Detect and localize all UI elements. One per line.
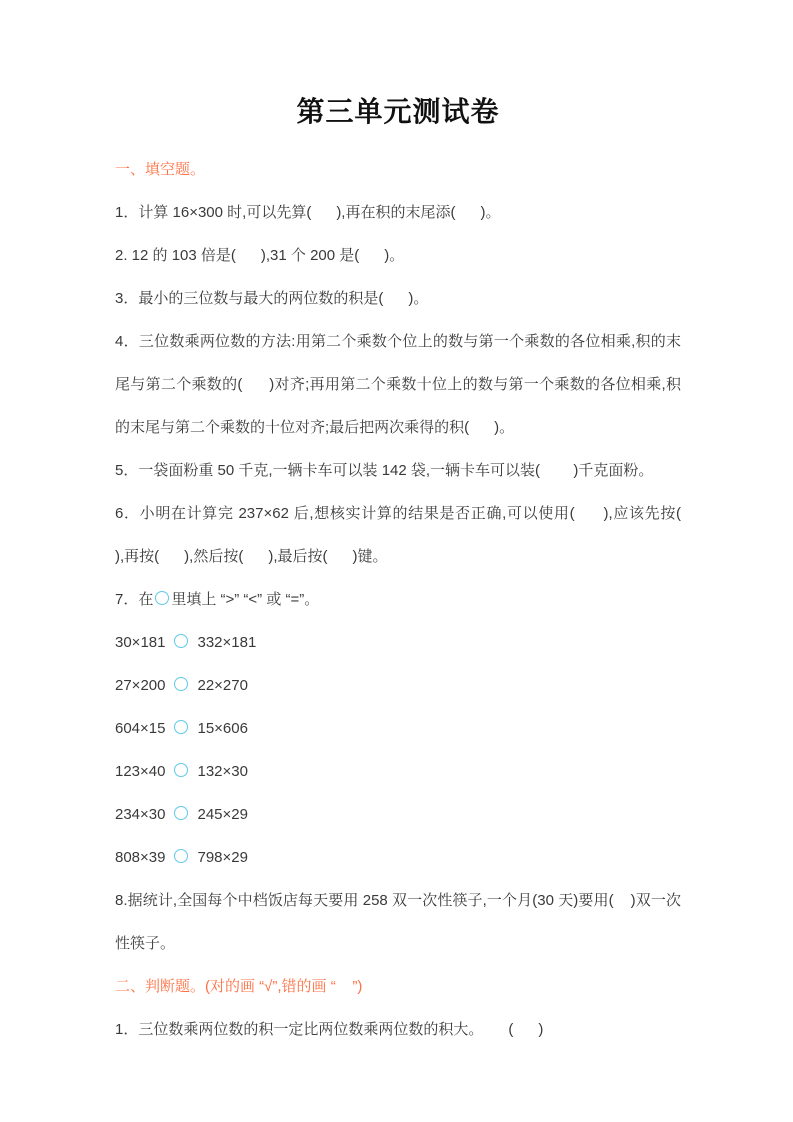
question-5: 5．一袋面粉重 50 千克,一辆卡车可以装 142 袋,一辆卡车可以装( )千克面粉。 <box>115 462 654 479</box>
compare-circle-icon <box>174 634 188 648</box>
compare-row-5 <box>115 793 681 836</box>
compare-right: 132×30 <box>197 763 248 780</box>
compare-right: 15×606 <box>197 720 248 737</box>
section-1-header: 一、填空题。 <box>115 161 206 178</box>
compare-row-6 <box>115 836 681 879</box>
question-2: 2. 12 的 103 倍是( ),31 个 200 是( )。 <box>115 247 405 264</box>
question-1: 1．计算 16×300 时,可以先算( ),再在积的末尾添( )。 <box>115 204 501 221</box>
compare-left: 30×181 <box>115 634 166 651</box>
compare-right: 332×181 <box>197 634 257 651</box>
compare-circle-icon <box>174 763 188 777</box>
question-3: 3．最小的三位数与最大的两位数的积是( )。 <box>115 290 429 307</box>
compare-left: 27×200 <box>115 677 166 694</box>
compare-circle-icon <box>174 677 188 691</box>
compare-row-4 <box>115 750 681 793</box>
question-7-prefix: 7．在 <box>115 591 154 608</box>
compare-circle-icon <box>155 591 169 605</box>
compare-left: 234×30 <box>115 806 166 823</box>
compare-circle-icon <box>174 720 188 734</box>
question-7-suffix: 里填上 “>” “<” 或 “=”。 <box>171 591 320 608</box>
compare-circle-icon <box>174 849 188 863</box>
judge-question-1: 1．三位数乘两位数的积一定比两位数乘两位数的积大。 ( ) <box>115 1021 544 1038</box>
page-title: 第三单元测试卷 <box>296 96 500 127</box>
compare-row-2 <box>115 664 681 707</box>
question-4: 4．三位数乘两位数的方法:用第二个乘数个位上的数与第一个乘数的各位相乘,积的末尾与第二个乘数的( )对齐;再用第二个乘数十位上的数与第一个乘数的各位相乘,积的末尾与第二个乘数的十位对齐;最后把两次乘得的积( )。 <box>115 333 681 436</box>
compare-right: 798×29 <box>197 849 248 866</box>
compare-row-3 <box>115 707 681 750</box>
compare-right: 22×270 <box>197 677 248 694</box>
question-6: 6．小明在计算完 237×62 后,想核实计算的结果是否正确,可以使用( ),应该先按( ),再按( ),然后按( ),最后按( )键。 <box>115 505 707 565</box>
compare-left: 123×40 <box>115 763 166 780</box>
compare-left: 808×39 <box>115 849 166 866</box>
compare-circle-icon <box>174 806 188 820</box>
question-8: 8.据统计,全国每个中档饭店每天要用 258 双一次性筷子,一个月(30 天)要用( )双一次性筷子。 <box>115 892 681 952</box>
compare-right: 245×29 <box>197 806 248 823</box>
question-7-intro <box>115 578 681 621</box>
compare-left: 604×15 <box>115 720 166 737</box>
section-2-header: 二、判断题。(对的画 “√”,错的画 “ ”) <box>115 978 363 995</box>
compare-row-1 <box>115 621 681 664</box>
